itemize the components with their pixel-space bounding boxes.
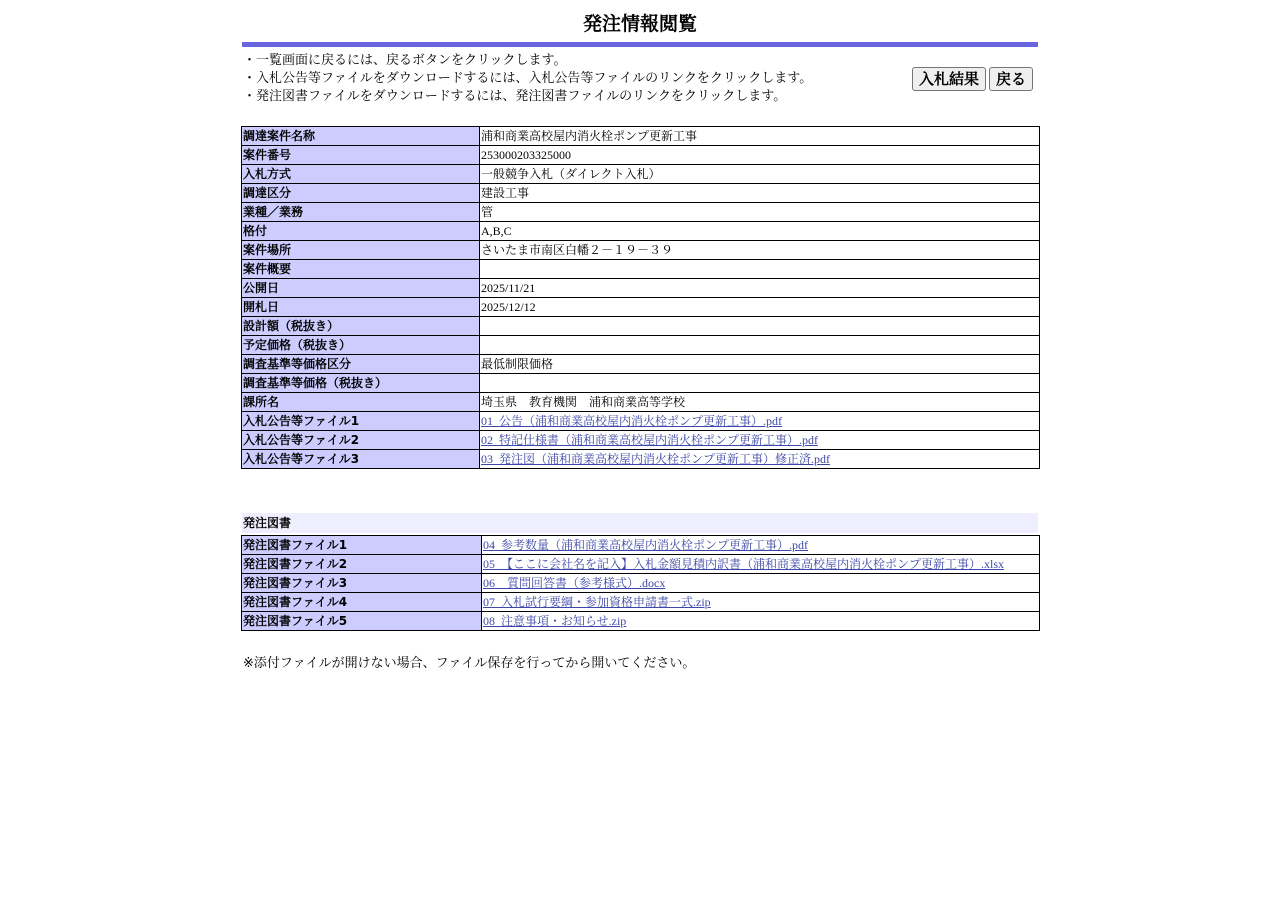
- row-value: 浦和商業高校屋内消火栓ポンプ更新工事: [480, 127, 1040, 146]
- instructions: [243, 52, 903, 106]
- page-title: 発注情報閲覧: [582, 13, 697, 35]
- bid-results-button[interactable]: 入札結果: [912, 67, 986, 91]
- instruction-order-files: ・発注図書ファイルをダウンロードするには、発注図書ファイルのリンクをクリックします。: [243, 89, 787, 104]
- row-label: 調達案件名称: [242, 127, 480, 146]
- row-value: [482, 612, 1040, 631]
- row-label: 案件場所: [242, 241, 480, 260]
- row-label: 発注図書ファイル3: [242, 574, 482, 593]
- table-row: [242, 184, 1040, 203]
- table-row: [242, 593, 1040, 612]
- row-label: 調査基準等価格区分: [242, 355, 480, 374]
- row-value: [480, 336, 1040, 355]
- notice-file-link-2[interactable]: 02_特記仕様書（浦和商業高校屋内消火栓ポンプ更新工事）.pdf: [481, 432, 818, 447]
- row-label: 入札方式: [242, 165, 480, 184]
- table-row: [242, 431, 1040, 450]
- row-value: A,B,C: [480, 222, 1040, 241]
- order-file-link-2[interactable]: 05_【ここに会社名を記入】入札金額見積内訳書（浦和商業高校屋内消火栓ポンプ更新工事）.xlsx: [483, 556, 1005, 571]
- row-value: [482, 593, 1040, 612]
- table-row: [242, 203, 1040, 222]
- row-value: [480, 374, 1040, 393]
- table-row: [242, 146, 1040, 165]
- table-row: [242, 127, 1040, 146]
- table-row: [242, 165, 1040, 184]
- attachment-note: ※添付ファイルが開けない場合、ファイル保存を行ってから開いてください。: [243, 656, 696, 671]
- notice-file-link-3[interactable]: 03_発注図（浦和商業高校屋内消火栓ポンプ更新工事）修正済.pdf: [481, 451, 830, 466]
- table-row: [242, 612, 1040, 631]
- notice-file-link-1[interactable]: 01_公告（浦和商業高校屋内消火栓ポンプ更新工事）.pdf: [481, 413, 782, 428]
- table-row: [242, 279, 1040, 298]
- table-row: [242, 336, 1040, 355]
- order-file-link-4[interactable]: 07_入札試行要綱・参加資格申請書一式.zip: [483, 594, 711, 609]
- row-value: [480, 317, 1040, 336]
- row-value: 管: [480, 203, 1040, 222]
- row-value: 2025/12/12: [480, 298, 1040, 317]
- order-documents-table: [241, 535, 1040, 631]
- table-row: [242, 260, 1040, 279]
- row-value: 2025/11/21: [480, 279, 1040, 298]
- row-label: 案件概要: [242, 260, 480, 279]
- row-label: 発注図書ファイル5: [242, 612, 482, 631]
- row-label: 発注図書ファイル2: [242, 555, 482, 574]
- table-row: [242, 555, 1040, 574]
- row-label: 課所名: [242, 393, 480, 412]
- row-value: [482, 574, 1040, 593]
- instruction-notice-files: ・入札公告等ファイルをダウンロードするには、入札公告等ファイルのリンクをクリックします。: [243, 71, 813, 86]
- table-row: [242, 374, 1040, 393]
- back-button[interactable]: 戻る: [989, 67, 1033, 91]
- table-row: [242, 450, 1040, 469]
- table-row: [242, 317, 1040, 336]
- row-value: 最低制限価格: [480, 355, 1040, 374]
- row-value: 埼玉県 教育機関 浦和商業高等学校: [480, 393, 1040, 412]
- row-value: [480, 431, 1040, 450]
- row-label: 入札公告等ファイル3: [242, 450, 480, 469]
- row-value: 建設工事: [480, 184, 1040, 203]
- row-label: 発注図書ファイル1: [242, 536, 482, 555]
- table-row: [242, 355, 1040, 374]
- title-divider: [242, 42, 1038, 47]
- row-value: [480, 412, 1040, 431]
- order-file-link-5[interactable]: 08_注意事項・お知らせ.zip: [483, 613, 627, 628]
- table-row: [242, 412, 1040, 431]
- instruction-back: ・一覧画面に戻るには、戻るボタンをクリックします。: [243, 53, 567, 68]
- table-row: [242, 574, 1040, 593]
- row-value: 一般競争入札（ダイレクト入札）: [480, 165, 1040, 184]
- row-value: さいたま市南区白幡２－１９－３９: [480, 241, 1040, 260]
- row-label: 調査基準等価格（税抜き）: [242, 374, 480, 393]
- table-row: [242, 536, 1040, 555]
- row-label: 予定価格（税抜き）: [242, 336, 480, 355]
- table-row: [242, 222, 1040, 241]
- row-label: 業種／業務: [242, 203, 480, 222]
- row-value: [480, 450, 1040, 469]
- row-value: [480, 260, 1040, 279]
- table-row: [242, 241, 1040, 260]
- table-row: [242, 393, 1040, 412]
- row-label: 入札公告等ファイル1: [242, 412, 480, 431]
- row-value: [482, 536, 1040, 555]
- order-documents-heading: 発注図書: [242, 513, 1038, 533]
- tender-info-table: [241, 126, 1040, 469]
- row-label: 調達区分: [242, 184, 480, 203]
- row-value: [482, 555, 1040, 574]
- row-label: 設計額（税抜き）: [242, 317, 480, 336]
- row-value: 253000203325000: [480, 146, 1040, 165]
- row-label: 発注図書ファイル4: [242, 593, 482, 612]
- order-file-link-1[interactable]: 04_参考数量（浦和商業高校屋内消火栓ポンプ更新工事）.pdf: [483, 537, 808, 552]
- row-label: 格付: [242, 222, 480, 241]
- row-label: 案件番号: [242, 146, 480, 165]
- row-label: 公開日: [242, 279, 480, 298]
- row-label: 入札公告等ファイル2: [242, 431, 480, 450]
- order-file-link-3[interactable]: 06 質問回答書（参考様式）.docx: [483, 575, 666, 590]
- row-label: 開札日: [242, 298, 480, 317]
- table-row: [242, 298, 1040, 317]
- action-buttons: [912, 67, 1033, 91]
